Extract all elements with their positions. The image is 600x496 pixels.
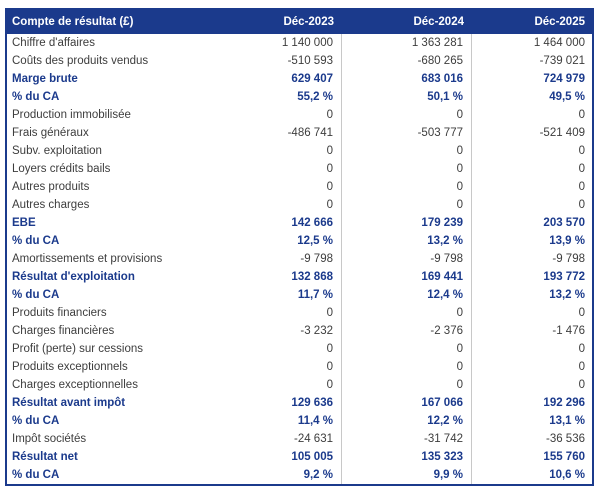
table-row bbox=[7, 250, 592, 268]
table-row bbox=[7, 160, 592, 178]
row-label: Charges financières bbox=[12, 325, 115, 337]
row-value-dec-2024: -31 742 bbox=[342, 430, 472, 448]
row-value-dec-2024: 0 bbox=[342, 358, 472, 376]
row-value-dec-2025: 13,9 % bbox=[549, 235, 585, 247]
row-value-dec-2023: 129 636 bbox=[222, 394, 342, 412]
row-value-dec-2023: 132 868 bbox=[222, 268, 342, 286]
column-header-dec-2024: Déc-2024 bbox=[413, 16, 464, 28]
row-value-dec-2024: 179 239 bbox=[342, 214, 472, 232]
row-value-dec-2025: 1 464 000 bbox=[533, 37, 585, 49]
row-value-dec-2023: 0 bbox=[222, 340, 342, 358]
row-label: Autres produits bbox=[12, 181, 90, 193]
row-label: Résultat d'exploitation bbox=[12, 271, 135, 283]
table-body bbox=[7, 34, 592, 484]
row-value-dec-2024: -9 798 bbox=[342, 250, 472, 268]
row-value-dec-2024: 683 016 bbox=[342, 70, 472, 88]
row-label: Impôt sociétés bbox=[12, 433, 87, 445]
table-row bbox=[7, 214, 592, 232]
row-value-dec-2025: 0 bbox=[578, 145, 585, 157]
row-value-dec-2025: 193 772 bbox=[543, 271, 585, 283]
row-value-dec-2024: -2 376 bbox=[342, 322, 472, 340]
row-value-dec-2024: 0 bbox=[342, 106, 472, 124]
table-row bbox=[7, 268, 592, 286]
row-value-dec-2024: 50,1 % bbox=[342, 88, 472, 106]
row-label: Produits exceptionnels bbox=[12, 361, 128, 373]
row-value-dec-2025: -521 409 bbox=[539, 127, 585, 139]
row-value-dec-2023: 0 bbox=[222, 196, 342, 214]
table-row bbox=[7, 142, 592, 160]
table-row bbox=[7, 376, 592, 394]
table-title: Compte de résultat (£) bbox=[12, 16, 134, 28]
row-label: EBE bbox=[12, 217, 36, 229]
row-value-dec-2023: 0 bbox=[222, 160, 342, 178]
row-value-dec-2024: -503 777 bbox=[342, 124, 472, 142]
table-row bbox=[7, 178, 592, 196]
row-value-dec-2023: -3 232 bbox=[222, 322, 342, 340]
row-label: Charges exceptionnelles bbox=[12, 379, 138, 391]
table-row bbox=[7, 286, 592, 304]
table-row bbox=[7, 358, 592, 376]
row-label: Production immobilisée bbox=[12, 109, 131, 121]
row-value-dec-2025: -36 536 bbox=[545, 433, 585, 445]
row-value-dec-2023: -9 798 bbox=[222, 250, 342, 268]
table-row bbox=[7, 52, 592, 70]
row-label: Autres charges bbox=[12, 199, 90, 211]
table-row bbox=[7, 430, 592, 448]
table-row bbox=[7, 196, 592, 214]
row-value-dec-2024: 0 bbox=[342, 304, 472, 322]
row-value-dec-2024: 0 bbox=[342, 142, 472, 160]
row-value-dec-2025: 0 bbox=[578, 343, 585, 355]
row-label: % du CA bbox=[12, 235, 60, 247]
row-value-dec-2025: 10,6 % bbox=[549, 469, 585, 481]
row-value-dec-2023: 0 bbox=[222, 142, 342, 160]
row-value-dec-2024: 1 363 281 bbox=[342, 34, 472, 52]
row-value-dec-2025: 13,2 % bbox=[549, 289, 585, 301]
row-value-dec-2025: 0 bbox=[578, 361, 585, 373]
row-value-dec-2023: 0 bbox=[222, 304, 342, 322]
row-value-dec-2023: 0 bbox=[222, 376, 342, 394]
table-header-row bbox=[7, 10, 592, 34]
row-label: % du CA bbox=[12, 415, 60, 427]
row-value-dec-2024: 12,4 % bbox=[342, 286, 472, 304]
row-value-dec-2025: 0 bbox=[578, 307, 585, 319]
table-row bbox=[7, 448, 592, 466]
row-value-dec-2024: 13,2 % bbox=[342, 232, 472, 250]
row-value-dec-2025: 49,5 % bbox=[549, 91, 585, 103]
row-value-dec-2024: 169 441 bbox=[342, 268, 472, 286]
row-value-dec-2024: 9,9 % bbox=[342, 466, 472, 484]
row-value-dec-2025: 0 bbox=[578, 379, 585, 391]
table-row bbox=[7, 70, 592, 88]
row-value-dec-2024: 0 bbox=[342, 196, 472, 214]
row-value-dec-2025: 13,1 % bbox=[549, 415, 585, 427]
table-row bbox=[7, 412, 592, 430]
row-value-dec-2025: 203 570 bbox=[543, 217, 585, 229]
row-value-dec-2024: 135 323 bbox=[342, 448, 472, 466]
table-row bbox=[7, 340, 592, 358]
row-label: Amortissements et provisions bbox=[12, 253, 163, 265]
row-value-dec-2024: 0 bbox=[342, 340, 472, 358]
row-value-dec-2025: -739 021 bbox=[539, 55, 585, 67]
row-value-dec-2025: -9 798 bbox=[552, 253, 585, 265]
row-label: Frais généraux bbox=[12, 127, 89, 139]
row-value-dec-2024: 0 bbox=[342, 160, 472, 178]
row-label: Coûts des produits vendus bbox=[12, 55, 149, 67]
row-label: % du CA bbox=[12, 91, 60, 103]
table-row bbox=[7, 304, 592, 322]
row-value-dec-2023: 11,4 % bbox=[222, 412, 342, 430]
row-value-dec-2024: 12,2 % bbox=[342, 412, 472, 430]
table-row bbox=[7, 106, 592, 124]
row-value-dec-2024: 167 066 bbox=[342, 394, 472, 412]
table-row bbox=[7, 322, 592, 340]
row-value-dec-2023: 0 bbox=[222, 106, 342, 124]
row-value-dec-2025: 192 296 bbox=[543, 397, 585, 409]
table-row bbox=[7, 232, 592, 250]
row-value-dec-2025: 0 bbox=[578, 181, 585, 193]
row-value-dec-2023: 142 666 bbox=[222, 214, 342, 232]
row-label: Profit (perte) sur cessions bbox=[12, 343, 144, 355]
row-value-dec-2023: -510 593 bbox=[222, 52, 342, 70]
row-label: Marge brute bbox=[12, 73, 78, 85]
column-header-dec-2023: Déc-2023 bbox=[283, 16, 334, 28]
row-value-dec-2024: -680 265 bbox=[342, 52, 472, 70]
row-label: % du CA bbox=[12, 469, 60, 481]
table-row bbox=[7, 466, 592, 484]
table-row bbox=[7, 88, 592, 106]
row-label: % du CA bbox=[12, 289, 60, 301]
row-value-dec-2024: 0 bbox=[342, 376, 472, 394]
row-label: Résultat net bbox=[12, 451, 78, 463]
row-label: Chiffre d'affaires bbox=[12, 37, 95, 49]
row-value-dec-2023: 0 bbox=[222, 358, 342, 376]
row-label: Subv. exploitation bbox=[12, 145, 102, 157]
row-value-dec-2023: -486 741 bbox=[222, 124, 342, 142]
row-value-dec-2025: 0 bbox=[578, 109, 585, 121]
row-value-dec-2024: 0 bbox=[342, 178, 472, 196]
row-value-dec-2023: 55,2 % bbox=[222, 88, 342, 106]
row-value-dec-2023: 9,2 % bbox=[222, 466, 342, 484]
row-label: Loyers crédits bails bbox=[12, 163, 111, 175]
income-statement-table bbox=[5, 8, 594, 486]
row-label: Résultat avant impôt bbox=[12, 397, 126, 409]
row-value-dec-2025: -1 476 bbox=[552, 325, 585, 337]
table-row bbox=[7, 124, 592, 142]
row-value-dec-2023: -24 631 bbox=[222, 430, 342, 448]
row-value-dec-2023: 11,7 % bbox=[222, 286, 342, 304]
row-value-dec-2023: 1 140 000 bbox=[222, 34, 342, 52]
row-value-dec-2023: 105 005 bbox=[222, 448, 342, 466]
row-value-dec-2023: 629 407 bbox=[222, 70, 342, 88]
table-row bbox=[7, 34, 592, 52]
row-value-dec-2025: 0 bbox=[578, 199, 585, 211]
row-value-dec-2025: 724 979 bbox=[543, 73, 585, 85]
table-row bbox=[7, 394, 592, 412]
row-value-dec-2025: 155 760 bbox=[543, 451, 585, 463]
row-value-dec-2023: 12,5 % bbox=[222, 232, 342, 250]
row-label: Produits financiers bbox=[12, 307, 107, 319]
column-header-dec-2025: Déc-2025 bbox=[534, 16, 585, 28]
row-value-dec-2025: 0 bbox=[578, 163, 585, 175]
row-value-dec-2023: 0 bbox=[222, 178, 342, 196]
